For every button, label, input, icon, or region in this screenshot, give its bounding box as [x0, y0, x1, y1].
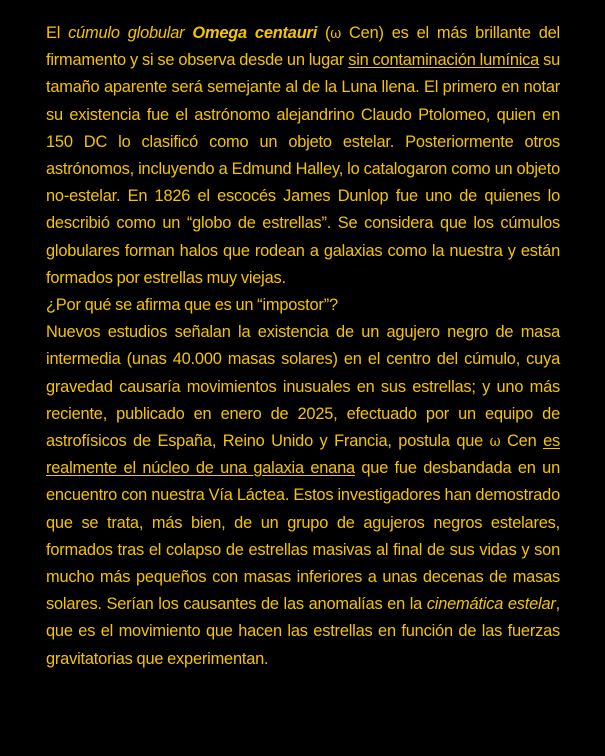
paragraph-impostor	[46, 319, 560, 673]
text-run: (	[317, 24, 331, 42]
link-galaxia-enana[interactable]: es realmente el núcleo de una galaxia enana	[46, 432, 560, 478]
text-run: Cen	[500, 432, 544, 451]
text-run: que fue desbandada en un encuentro con nuestra Vía Láctea. Estos investigadores han demostrado que se trata, más bien, de un grupo de agujeros negros estelares, formados tras el colapso de estrellas masivas al final de sus vidas y son mucho más pequeños con masas inferiores a unas decenas de masas solares. Serían los causantes de las anomalías en la	[46, 459, 560, 614]
omega-symbol: ω	[489, 432, 501, 451]
term-cumulo-globular: cúmulo globular	[68, 24, 185, 42]
term-cinematica-estelar: cinemática estelar	[426, 595, 556, 614]
article-text	[46, 20, 560, 673]
link-contaminacion-luminica[interactable]: sin contaminación lumínica	[348, 51, 540, 70]
text-run: Cen) es el más brillante del firmamento y si se observa desde un lugar	[46, 24, 560, 70]
text-run: su tamaño aparente será semejante al de la Luna llena. El primero en notar su existencia fue el astrónomo alejandrino Claudo Ptolomeo, quien en 150 DC lo clasificó como un objeto estelar. Posteriormente otros astrónomos, incluyendo a Edmund Halley, lo catalogaron como un objeto no-estelar. En 1826 el escocés James Dunlop fue uno de quienes lo describió como un “globo de estrellas”. Se considera que los cúmulos globulares forman halos que rodean a galaxias como la nuestra y están formados por estrellas muy viejas.	[46, 51, 561, 287]
term-omega-centauri: Omega centauri	[192, 24, 318, 42]
paragraph-intro	[46, 20, 560, 292]
text-run: Nuevos estudios señalan la existencia de un agujero negro de masa intermedia (unas 40.000 masas solares) en el centro del cúmulo, cuya gravedad causaría movimientos inusuales en sus estrellas; y uno más reciente, publicado en enero de 2025, efectuado por un equipo de astrofísicos de España, Reino Unido y Francia, postula que	[46, 323, 560, 451]
text-run: El	[46, 24, 69, 42]
text-run: , que es el movimiento que hacen las estrellas en función de las fuerzas gravitatorias que experimentan.	[46, 595, 560, 668]
section-heading: ¿Por qué se afirma que es un “impostor”?	[46, 296, 338, 315]
omega-symbol: ω	[330, 24, 342, 42]
